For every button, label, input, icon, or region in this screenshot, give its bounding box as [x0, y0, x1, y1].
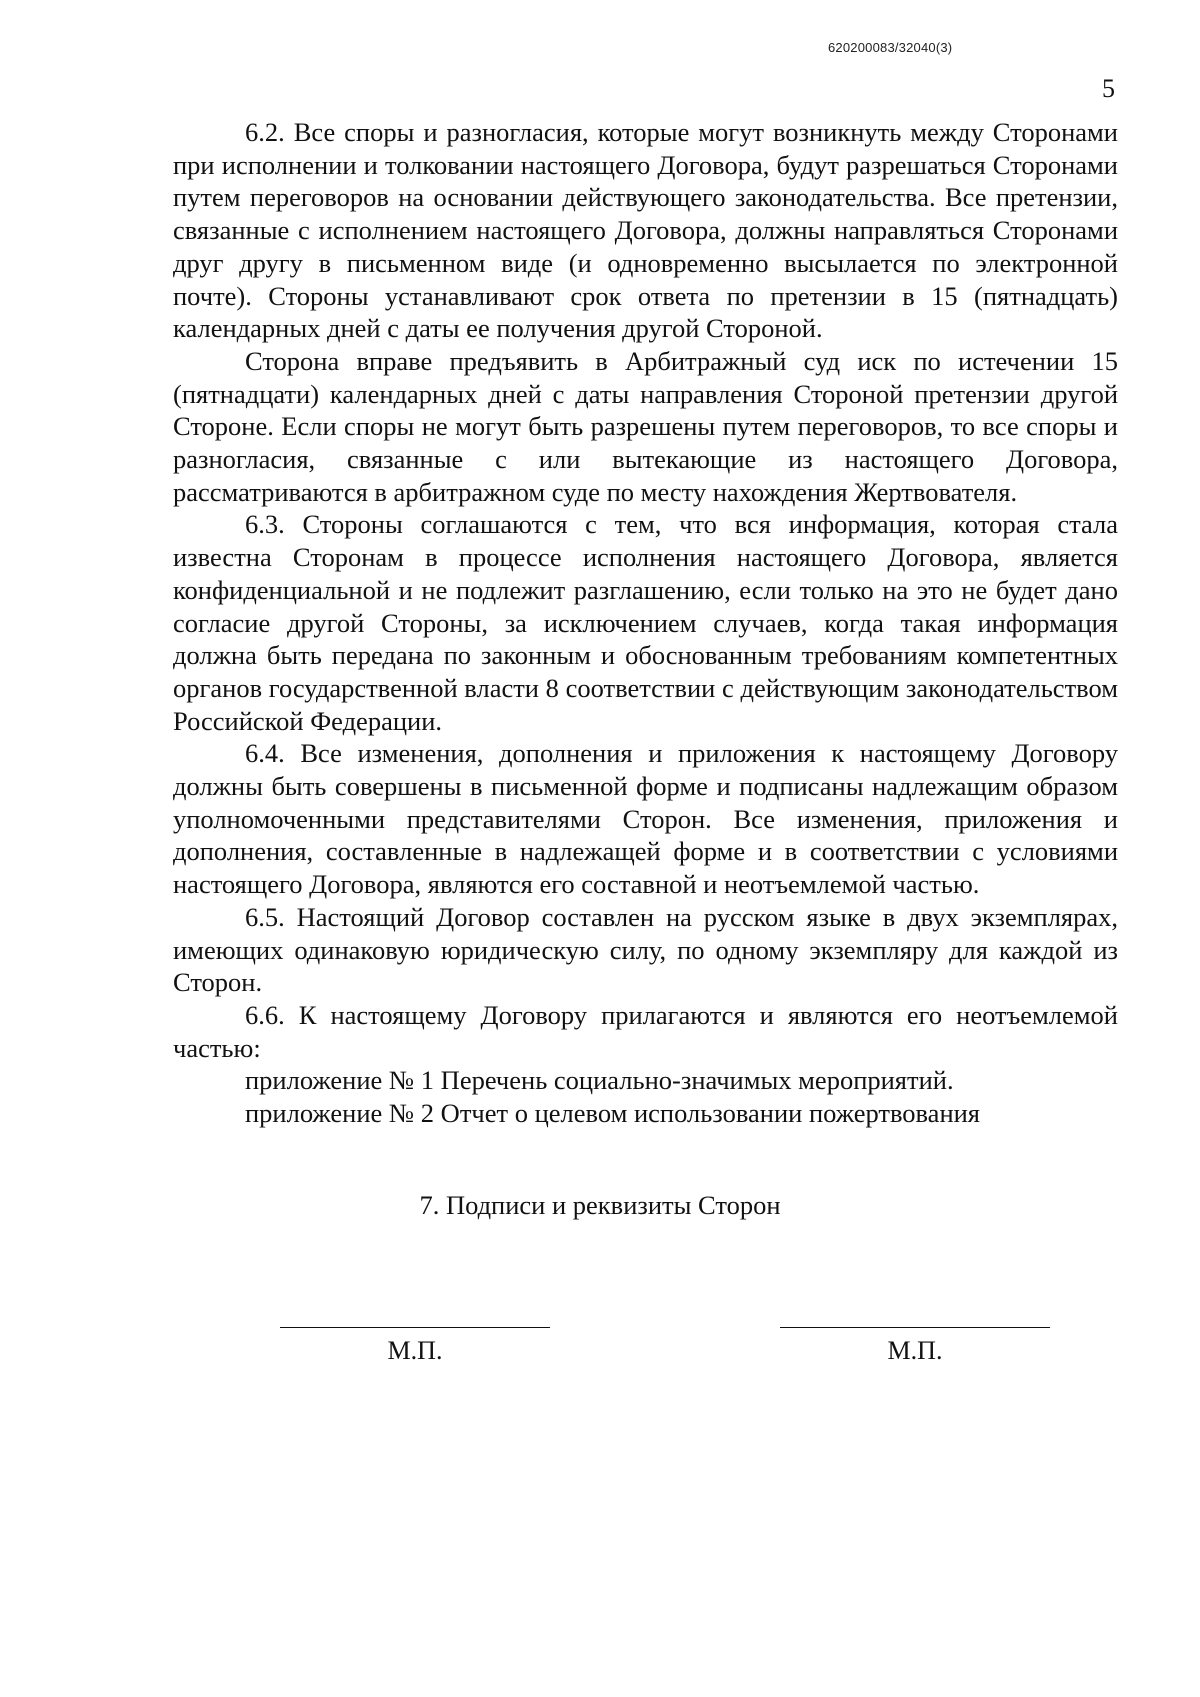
signature-block-left — [280, 1327, 550, 1366]
paragraph-6-6: 6.6. К настоящему Договору прилагаются и являются его неотъемлемой частью: — [173, 999, 1118, 1063]
paragraph-6-5: 6.5. Настоящий Договор составлен на русском языке в двух экземплярах, имеющих одинаковую юридическую силу, по одному экземпляру для каждой из Сторон. — [173, 901, 1118, 998]
signature-line — [780, 1327, 1050, 1328]
paragraph-6-2: 6.2. Все споры и разногласия, которые могут возникнуть между Сторонами при исполнении и толковании настоящего Договора, будут разрешаться Сторонами путем переговоров на основании действующего законодательства. Все претензии, связанные с исполнением настоящего Договора, должны направляться Сторонами друг другу в письменном виде (и одновременно высылается по электронной почте). Стороны устанавливают срок ответа по претензии в 15 (пятнадцать) календарных дней с даты ее получения другой Стороной. — [173, 117, 1118, 344]
stamp-label: М.П. — [387, 1336, 443, 1365]
attachment-1: приложение № 1 Перечень социально-значимых мероприятий. — [245, 1065, 954, 1096]
document-id: 620200083/32040(3) — [828, 40, 953, 55]
signature-block-right — [780, 1327, 1050, 1366]
attachment-2: приложение № 2 Отчет о целевом использовании пожертвования — [245, 1098, 980, 1129]
paragraph-6-3: 6.3. Стороны соглашаются с тем, что вся информация, которая стала известна Сторонам в процессе исполнения настоящего Договора, является конфиденциальной и не подлежит разглашению, если только на это не будет дано согласие другой Стороны, за исключением случаев, когда такая информация должна быть передана по законным и обоснованным требованиям компетентных органов государственной власти 8 соответствии с действующим законодательством Российской Федерации. — [173, 509, 1118, 736]
paragraph-6-4: 6.4. Все изменения, дополнения и приложения к настоящему Договору должны быть совершены в письменной форме и подписаны надлежащим образом уполномоченными представителями Сторон. Все изменения, приложения и дополнения, составленные в надлежащей форме и в соответствии с условиями настоящего Договора, являются его составной и неотъемлемой частью. — [173, 738, 1118, 900]
document-body — [173, 116, 1118, 1130]
page-number: 5 — [1102, 74, 1115, 103]
section-title-signatures: 7. Подписи и реквизиты Сторон — [419, 1190, 781, 1220]
stamp-label: М.П. — [887, 1336, 943, 1365]
signature-line — [280, 1327, 550, 1328]
paragraph-arbitration: Сторона вправе предъявить в Арбитражный суд иск по истечении 15 (пятнадцати) календарных дней с даты направления Стороной претензии другой Стороне. Если споры не могут быть разрешены путем переговоров, то все споры и разногласия, связанные с или вытекающие из настоящего Договора, рассматриваются в арбитражном суде по месту нахождения Жертвователя. — [173, 345, 1118, 507]
